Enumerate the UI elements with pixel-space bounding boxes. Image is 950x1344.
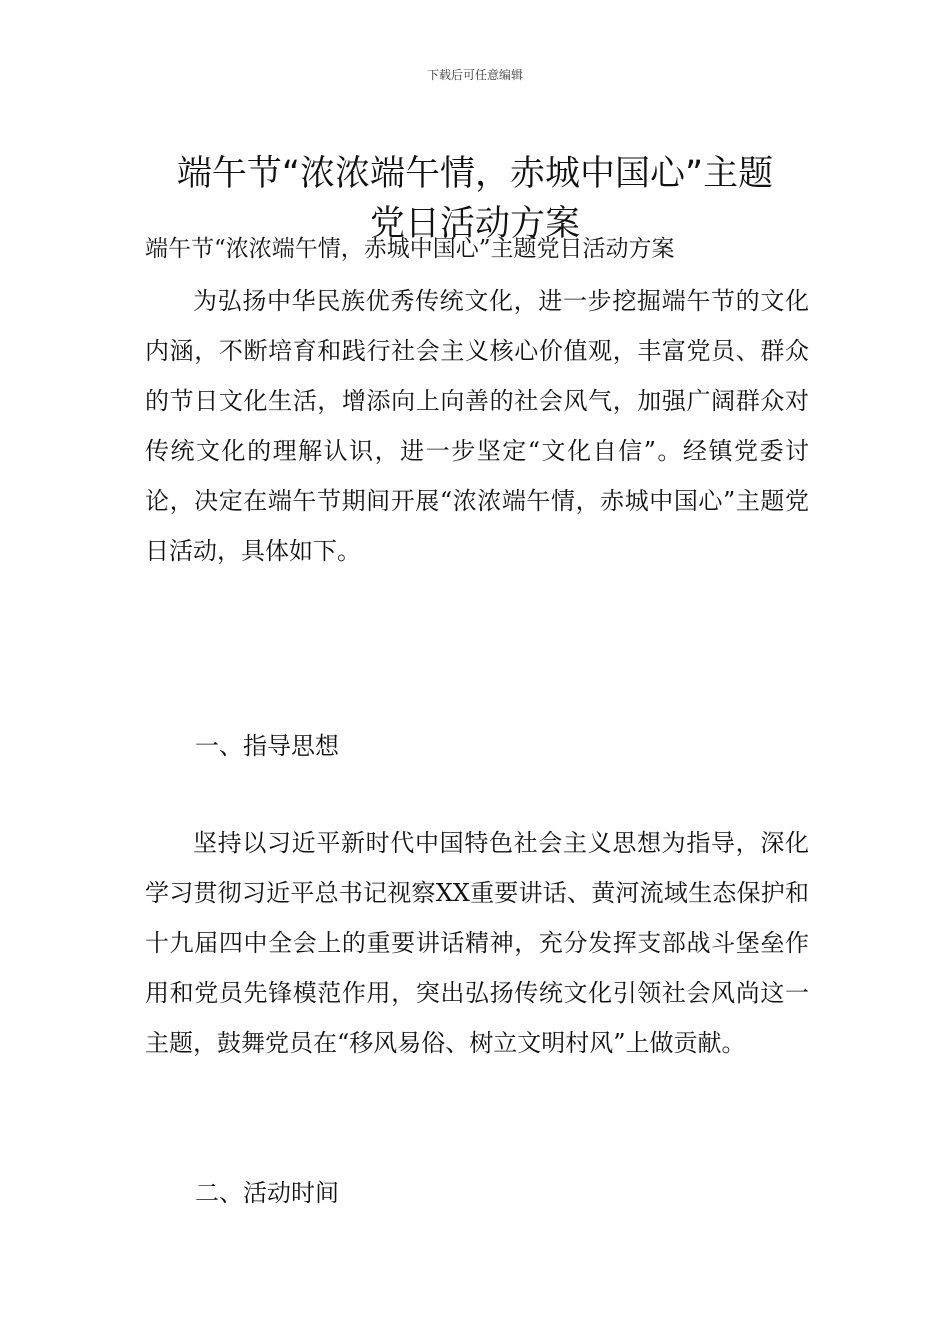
section-heading-guiding-ideology: 一、指导思想 — [195, 732, 339, 760]
section-paragraph-guiding-ideology: 坚持以习近平新时代中国特色社会主义思想为指导，深化学习贯彻习近平总书记视察XX重要讲话、黄河流域生态保护和十九届四中全会上的重要讲话精神，充分发挥支部战斗堡垒作用和党员先锋模范作用，突出弘扬传统文化引领社会风尚这一主题，鼓舞党员在“移风易俗、树立文明村风”上做贡献。 — [145, 829, 809, 1057]
header-note: 下载后可任意编辑 — [426, 68, 523, 82]
section-heading-activity-time: 二、活动时间 — [195, 1179, 339, 1207]
document-subtitle: 端午节“浓浓端午情，赤城中国心”主题党日活动方案 — [145, 236, 675, 262]
intro-paragraph: 为弘扬中华民族优秀传统文化，进一步挖掘端午节的文化内涵，不断培育和践行社会主义核心价值观，丰富党员、群众的节日文化生活，增添向上向善的社会风气，加强广阔群众对传统文化的理解认识，进一步坚定“文化自信”。经镇党委讨论，决定在端午节期间开展“浓浓端午情，赤城中国心”主题党日活动，具体如下。 — [145, 287, 809, 565]
title-line-2: 党日活动方案 — [369, 204, 580, 245]
title-line-1: 端午节“浓浓端午情，赤城中国心”主题 — [176, 154, 774, 195]
